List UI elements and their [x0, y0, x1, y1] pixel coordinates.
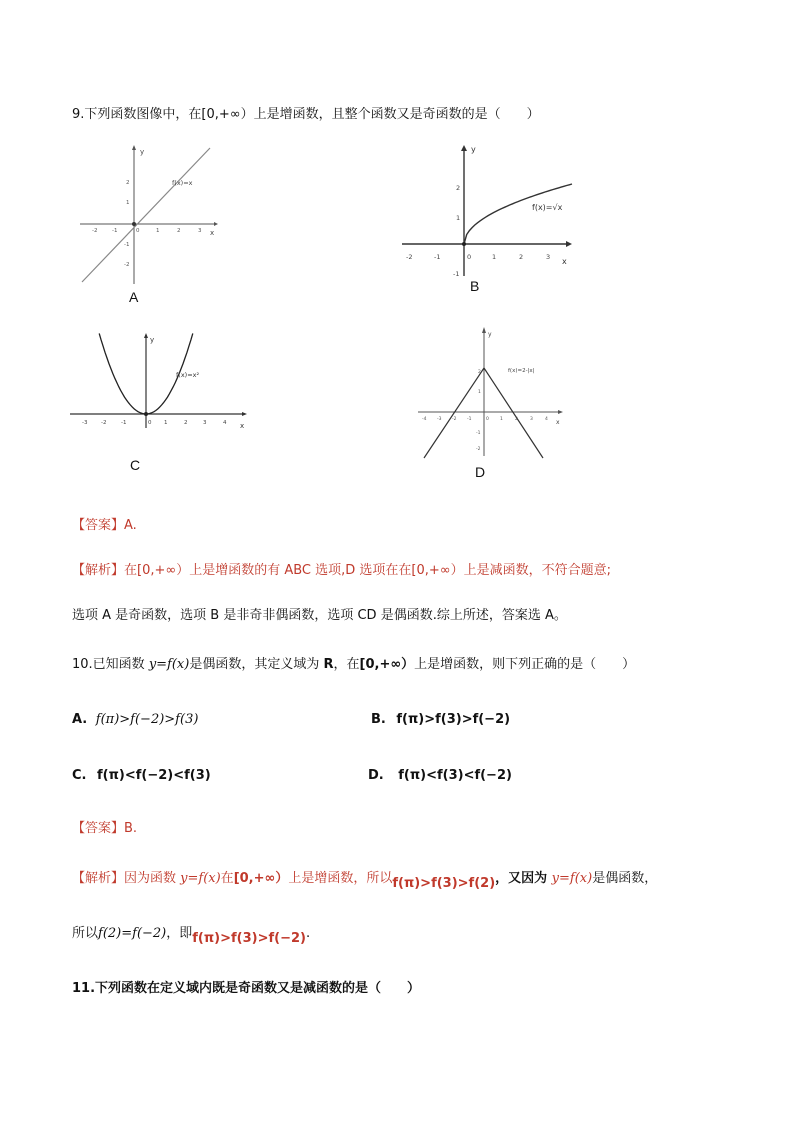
graph-d-xtick: -4 [422, 417, 427, 422]
q10-option-c-text: f(π)<f(−2)<f(3) [97, 768, 211, 783]
graph-b-func-label: f(x)=√x [532, 203, 563, 212]
graph-a-ytick: 2 [126, 180, 130, 186]
graph-c-xtick: 1 [164, 420, 168, 426]
q10-option-a [72, 712, 198, 727]
q10-option-c-label: C. [72, 768, 87, 783]
graph-d-ytick: 2 [478, 370, 481, 375]
graph-d-caption: D [475, 464, 486, 480]
q10-option-d-text: f(π)<f(3)<f(−2) [398, 768, 512, 783]
graph-a-caption: A [129, 289, 139, 305]
q10-analysis-2-expr: f(π)>f(3)>f(−2) [192, 931, 306, 946]
graph-c-xtick: 0 [148, 420, 152, 426]
q11-stem: 11.下列函数在定义域内既是奇函数又是减函数的是（ ） [72, 981, 421, 996]
q10-option-d-label: D. [368, 768, 384, 783]
graph-d-yname: y [488, 331, 492, 338]
graph-a-xtick: -1 [112, 228, 118, 234]
graph-c-xtick: 2 [184, 420, 188, 426]
q10-stem-d: 上是增函数，则下列正确的是（ ） [414, 657, 636, 672]
q10-analysis-1 [72, 867, 658, 891]
graph-b-xtick: 0 [467, 253, 472, 261]
q10-analysis-1b: 在 [220, 871, 234, 886]
q10-analysis-1e: 是偶函数， [592, 871, 658, 886]
graph-a-xtick: 3 [198, 228, 202, 234]
q10-option-d [368, 768, 512, 783]
q10-option-a-label: A. [72, 712, 88, 727]
graph-b-ytick: 2 [456, 184, 461, 192]
q10-stem-c: ，在 [333, 657, 360, 672]
graph-d-xtick: 0 [486, 417, 489, 422]
graph-d-ytick: -2 [476, 447, 481, 452]
graph-c-caption: C [130, 457, 141, 473]
graph-a-yname: y [140, 148, 145, 156]
q10-analysis-1c: 上是增函数，所以 [288, 871, 393, 886]
graph-a-xname: x [210, 229, 215, 237]
graph-b-xname: x [562, 257, 567, 266]
q10-option-a-text: f(π)>f(−2)>f(3) [95, 712, 199, 727]
graph-c-xtick: 4 [223, 420, 227, 426]
graph-a-ytick: -1 [124, 242, 130, 248]
graph-a-xtick: 2 [177, 228, 181, 234]
q10-analysis-1a: 【解析】因为函数 [72, 871, 181, 886]
q10-analysis-2c: . [305, 926, 311, 941]
graph-c-xtick: -1 [121, 420, 127, 426]
graph-c-xtick: -3 [82, 420, 88, 426]
q10-option-b-text: f(π)>f(3)>f(−2) [396, 712, 511, 727]
q10-analysis-1-interval: [0,+∞） [233, 871, 289, 886]
q10-analysis-2 [72, 922, 311, 946]
graph-a-xtick: -2 [92, 228, 98, 234]
graph-b-ytick: 1 [456, 214, 461, 222]
graph-d-xtick: 2 [515, 417, 518, 422]
graph-c-xname: x [240, 422, 245, 430]
q10-stem-func: y=f(x) [148, 657, 190, 672]
graph-d-xname: x [556, 419, 560, 426]
graph-b-xtick: 1 [492, 253, 497, 261]
q10-analysis-1-func2: y=f(x) [551, 871, 593, 886]
q10-analysis-1-expr: f(π)>f(3)>f(2) [392, 876, 496, 891]
graph-b-xtick: 2 [519, 253, 524, 261]
q10-stem-r: R [323, 657, 334, 672]
graph-b-ytick: -1 [453, 270, 460, 278]
graph-b-xtick: -2 [406, 253, 413, 261]
graph-d-xtick: 4 [545, 417, 548, 422]
graph-d-ytick: 1 [478, 390, 481, 395]
graph-d-xtick: -3 [437, 417, 442, 422]
graph-d [416, 326, 568, 462]
q10-option-c [72, 768, 211, 783]
graph-b-yname: y [471, 145, 476, 154]
graph-d-func-label: f(x)=2-|x| [508, 368, 535, 374]
graph-d-xtick: 3 [530, 417, 533, 422]
graph-d-xtick: -1 [467, 417, 472, 422]
graph-d-ytick: -1 [476, 431, 481, 436]
q9-analysis-1: 【解析】在[0,+∞）上是增函数的有 ABC 选项,D 选项在在[0,+∞）上是减函数，不符合题意; [72, 563, 611, 578]
q9-answer: 【答案】A. [72, 518, 137, 533]
q9-stem: 9.下列函数图像中，在[0,+∞）上是增函数，且整个函数又是奇函数的是（ ） [72, 107, 540, 122]
q10-stem-a: 10.已知函数 [72, 657, 149, 672]
graph-d-xtick: -2 [452, 417, 457, 422]
q10-analysis-2b: ，即 [166, 926, 193, 941]
graph-b-caption: B [470, 278, 480, 294]
graph-c-xtick: -2 [101, 420, 107, 426]
graph-b-xtick: -1 [434, 253, 441, 261]
q10-answer: 【答案】B. [72, 821, 138, 836]
q10-analysis-2a: 所以 [72, 926, 99, 941]
graph-a-ytick: 1 [126, 200, 130, 206]
q10-analysis-1-func: y=f(x) [180, 871, 221, 886]
graph-a-ytick: -2 [124, 262, 130, 268]
graph-d-xtick: 1 [500, 417, 503, 422]
graph-a-xtick: 0 [136, 228, 140, 234]
q10-stem-b: 是偶函数，其定义域为 [189, 657, 324, 672]
graph-b-xtick: 3 [546, 253, 551, 261]
q10-option-b [371, 712, 510, 727]
q10-option-b-label: B. [371, 712, 386, 727]
graph-b [398, 142, 578, 282]
graph-c-func-label: f(x)=x² [176, 371, 200, 379]
graph-a [80, 142, 220, 287]
q10-stem-interval: [0,+∞） [359, 657, 415, 672]
graph-c [68, 332, 250, 432]
q10-analysis-1d: ，又因为 [495, 871, 552, 886]
graph-a-xtick: 1 [156, 228, 160, 234]
graph-c-yname: y [150, 336, 155, 344]
graph-a-func-label: f(x)=x [172, 179, 193, 187]
q9-analysis-2: 选项 A 是奇函数，选项 B 是非奇非偶函数，选项 CD 是偶函数.综上所述，答案选 A。 [72, 608, 567, 623]
q10-stem [72, 653, 635, 672]
graph-c-xtick: 3 [203, 420, 207, 426]
q10-analysis-2-eq: f(2)=f(−2) [98, 926, 167, 941]
